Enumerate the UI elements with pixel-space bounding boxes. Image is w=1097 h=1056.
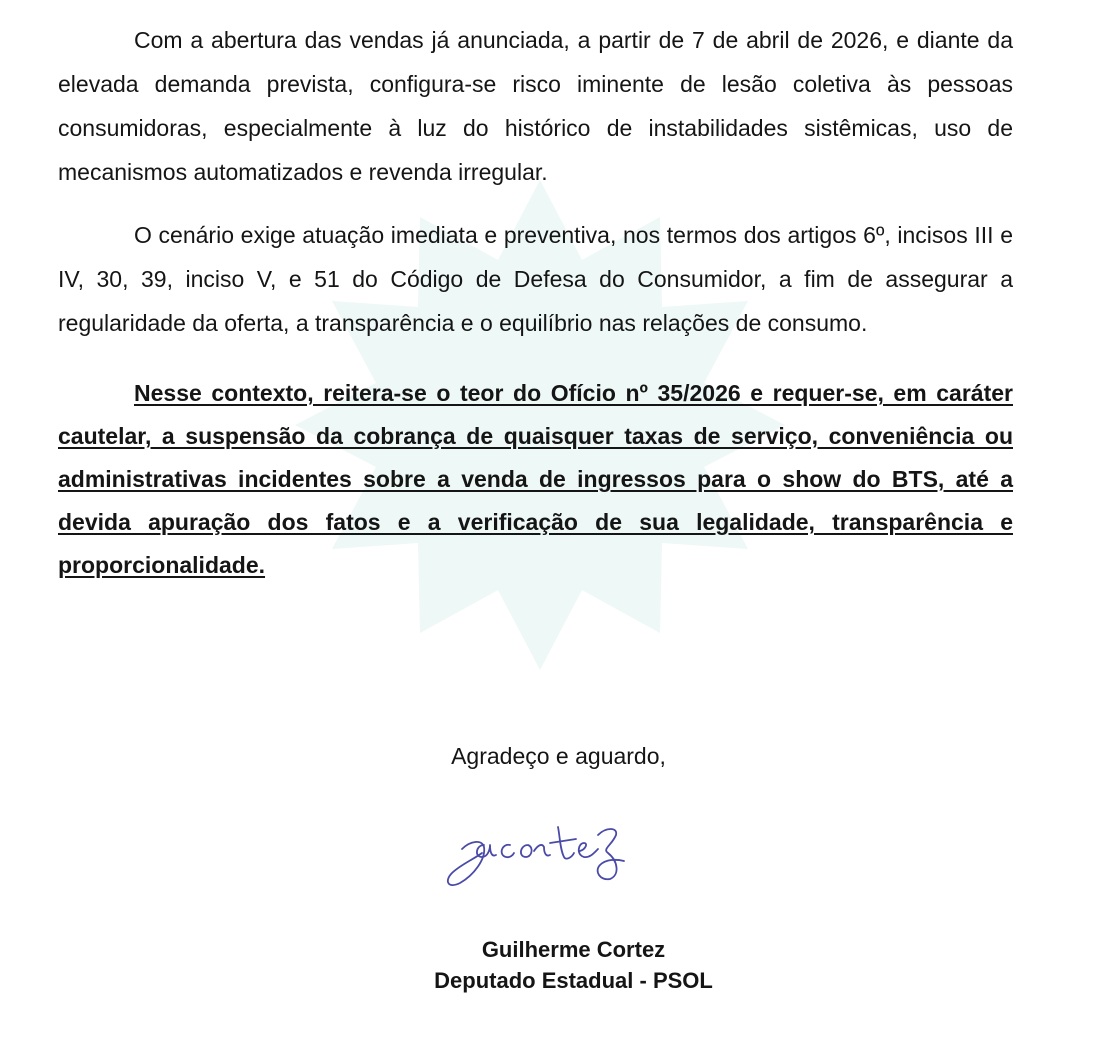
signer-name: Guilherme Cortez: [481, 937, 666, 962]
handwritten-signature: [440, 815, 640, 895]
paragraph-request: Nesse contexto, reitera-se o teor do Ofício nº 35/2026 e requer-se, em caráter cautelar, a suspensão da cobrança de quaisquer taxas de serviço, conveniência ou administrativas incidentes sobre a venda de ingressos para o show do BTS, até a devida apuração dos fatos e a verificação de sua legalidade, transparência e proporcionalidade.: [58, 380, 1013, 578]
paragraph-sales-risk: Com a abertura das vendas já anunciada, a partir de 7 de abril de 2026, e diante da elevada demanda prevista, configura-se risco iminente de lesão coletiva às pessoas consumidoras, especialmente à luz do histórico de instabilidades sistêmicas, uso de mecanismos automatizados e revenda irregular.: [58, 27, 1013, 185]
signer-role: Deputado Estadual - PSOL: [434, 968, 713, 993]
paragraph-legal-basis: O cenário exige atuação imediata e preventiva, nos termos dos artigos 6º, incisos III e IV, 30, 39, inciso V, e 51 do Código de Defesa do Consumidor, a fim de assegurar a regularidade da oferta, a transparência e o equilíbrio nas relações de consumo.: [58, 222, 1013, 336]
document-body: [58, 18, 1013, 587]
signer-block: [0, 934, 1097, 996]
closing-text: Agradeço e aguardo,: [451, 743, 666, 769]
